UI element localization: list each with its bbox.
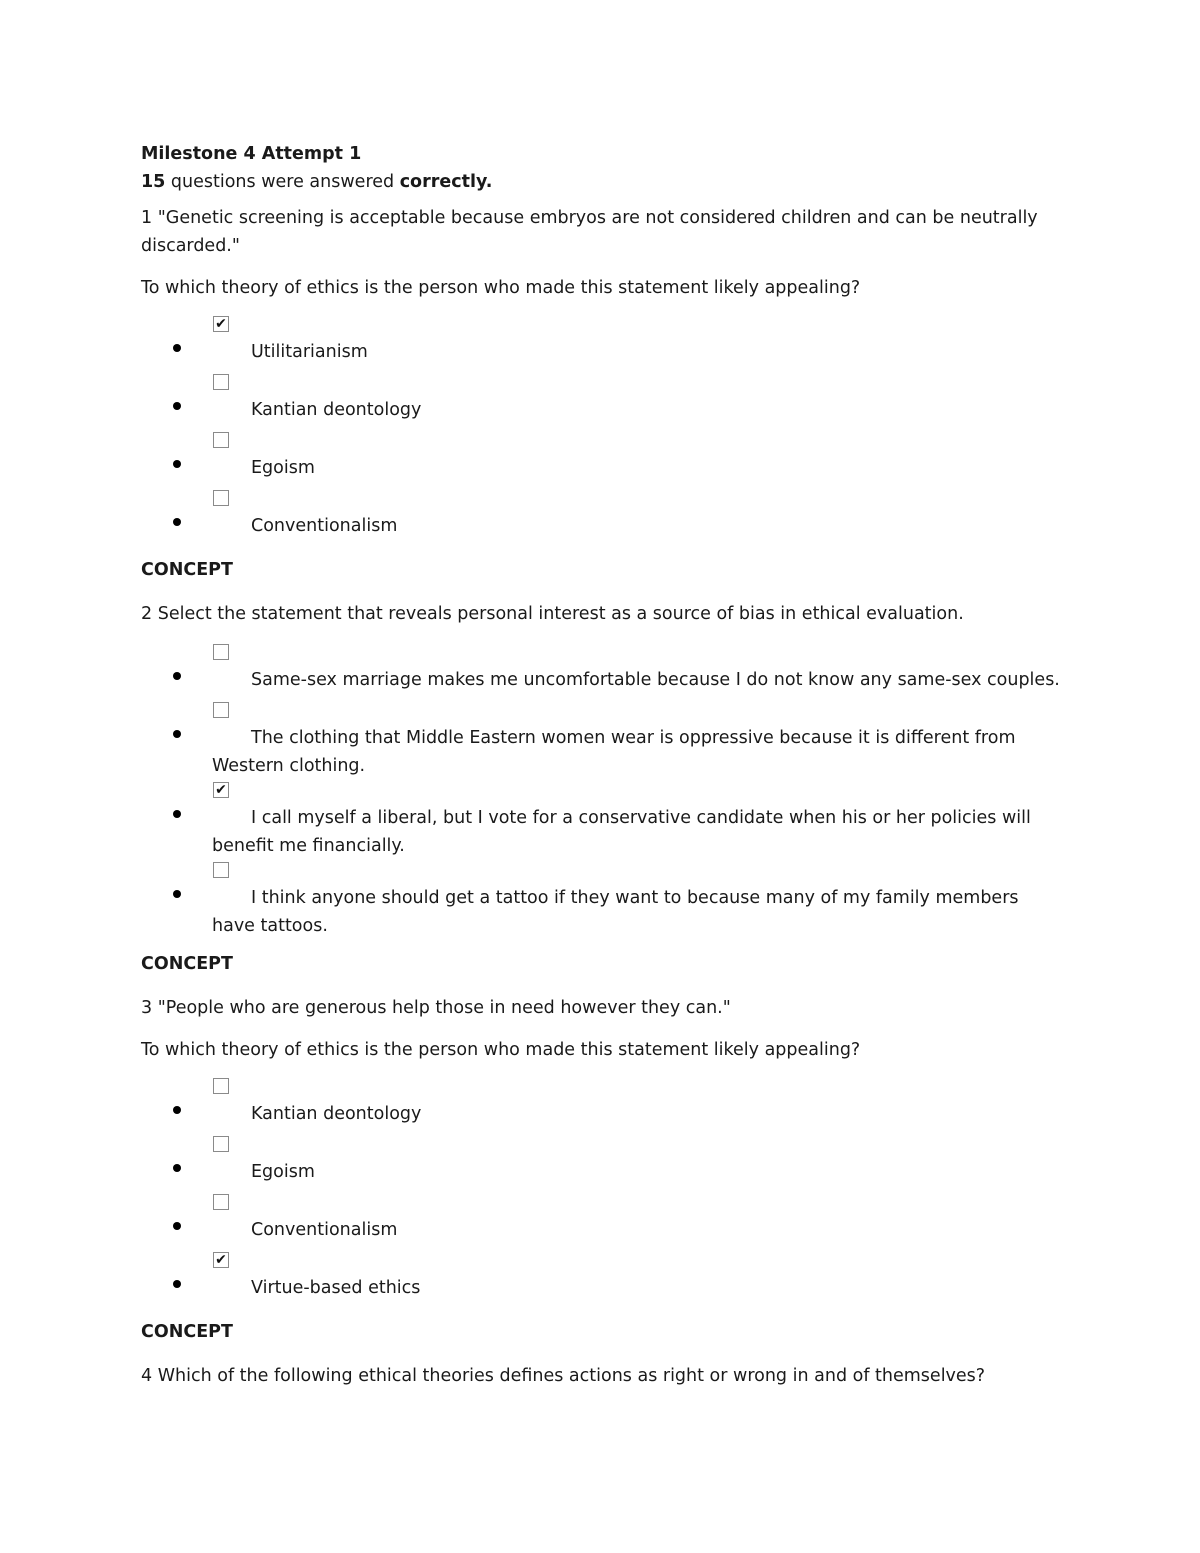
question-body: Select the statement that reveals personal interest as a source of bias in ethical evaluation.: [157, 604, 964, 624]
bullet-icon: [173, 460, 181, 468]
option-label: The clothing that Middle Eastern women wear is oppressive because it is different from Western clothing.: [212, 728, 1016, 776]
option-label: Egoism: [251, 1162, 315, 1182]
answer-options: [141, 316, 1061, 546]
bullet-icon: [173, 810, 181, 818]
question-2: [141, 600, 1061, 978]
bullet-icon: [173, 1280, 181, 1288]
answer-options: [141, 644, 1061, 940]
summary-text: questions were answered: [165, 172, 400, 192]
page-title: Milestone 4 Attempt 1: [141, 144, 362, 164]
checkbox[interactable]: [213, 1194, 229, 1210]
checkbox[interactable]: [213, 644, 229, 660]
score-summary: [141, 168, 1061, 196]
question-number: 2: [141, 604, 153, 624]
checkbox[interactable]: [213, 316, 229, 332]
answer-option: [141, 1136, 1061, 1192]
question-4: [141, 1362, 1061, 1390]
answer-option: [141, 782, 1061, 860]
question-1: [141, 204, 1061, 584]
bullet-icon: [173, 730, 181, 738]
checkbox[interactable]: [213, 1078, 229, 1094]
question-prompt: To which theory of ethics is the person who made this statement likely appealing?: [141, 278, 861, 298]
correct-count: 15: [141, 172, 166, 192]
question-text: [141, 994, 1061, 1022]
bullet-icon: [173, 1222, 181, 1230]
checkbox[interactable]: [213, 490, 229, 506]
answer-options: [141, 1078, 1061, 1308]
option-label: Kantian deontology: [251, 1104, 422, 1124]
answer-option: [141, 1252, 1061, 1308]
answer-option: [141, 432, 1061, 488]
checkbox[interactable]: [213, 862, 229, 878]
answer-option: [141, 490, 1061, 546]
option-label: I call myself a liberal, but I vote for a conservative candidate when his or her policies will benefit me financially.: [212, 808, 1031, 856]
question-number: 3: [141, 998, 153, 1018]
bullet-icon: [173, 518, 181, 526]
checkbox[interactable]: [213, 1252, 229, 1268]
answer-option: [141, 702, 1061, 780]
option-label: I think anyone should get a tattoo if they want to because many of my family members have tattoos.: [212, 888, 1019, 936]
option-label: Utilitarianism: [251, 342, 368, 362]
question-number: 4: [141, 1366, 153, 1386]
question-body: "Genetic screening is acceptable because embryos are not considered children and can be neutrally discarded.": [141, 208, 1038, 256]
concept-link[interactable]: CONCEPT: [141, 954, 233, 974]
concept-link[interactable]: CONCEPT: [141, 1322, 233, 1342]
bullet-icon: [173, 344, 181, 352]
answer-option: [141, 862, 1061, 940]
concept-link[interactable]: CONCEPT: [141, 560, 233, 580]
bullet-icon: [173, 890, 181, 898]
checkbox[interactable]: [213, 1136, 229, 1152]
answer-option: [141, 644, 1061, 700]
summary-strong: correctly.: [399, 172, 493, 192]
checkbox[interactable]: [213, 702, 229, 718]
question-text: [141, 1362, 1061, 1390]
option-label: Egoism: [251, 458, 315, 478]
question-text: [141, 204, 1061, 260]
option-label: Conventionalism: [251, 516, 398, 536]
answer-option: [141, 316, 1061, 372]
checkbox[interactable]: [213, 782, 229, 798]
answer-option: [141, 374, 1061, 430]
question-text: [141, 600, 1061, 628]
bullet-icon: [173, 1164, 181, 1172]
option-label: Conventionalism: [251, 1220, 398, 1240]
answer-option: [141, 1078, 1061, 1134]
question-body: "People who are generous help those in need however they can.": [157, 998, 731, 1018]
option-label: Kantian deontology: [251, 400, 422, 420]
question-number: 1: [141, 208, 153, 228]
document-page: [141, 140, 1061, 1406]
question-prompt: To which theory of ethics is the person who made this statement likely appealing?: [141, 1040, 861, 1060]
answer-option: [141, 1194, 1061, 1250]
question-3: [141, 994, 1061, 1346]
bullet-icon: [173, 672, 181, 680]
checkbox[interactable]: [213, 374, 229, 390]
question-body: Which of the following ethical theories defines actions as right or wrong in and of themselves?: [157, 1366, 986, 1386]
option-label: Same-sex marriage makes me uncomfortable because I do not know any same-sex couples.: [251, 670, 1060, 690]
checkbox[interactable]: [213, 432, 229, 448]
bullet-icon: [173, 402, 181, 410]
bullet-icon: [173, 1106, 181, 1114]
option-label: Virtue-based ethics: [251, 1278, 421, 1298]
